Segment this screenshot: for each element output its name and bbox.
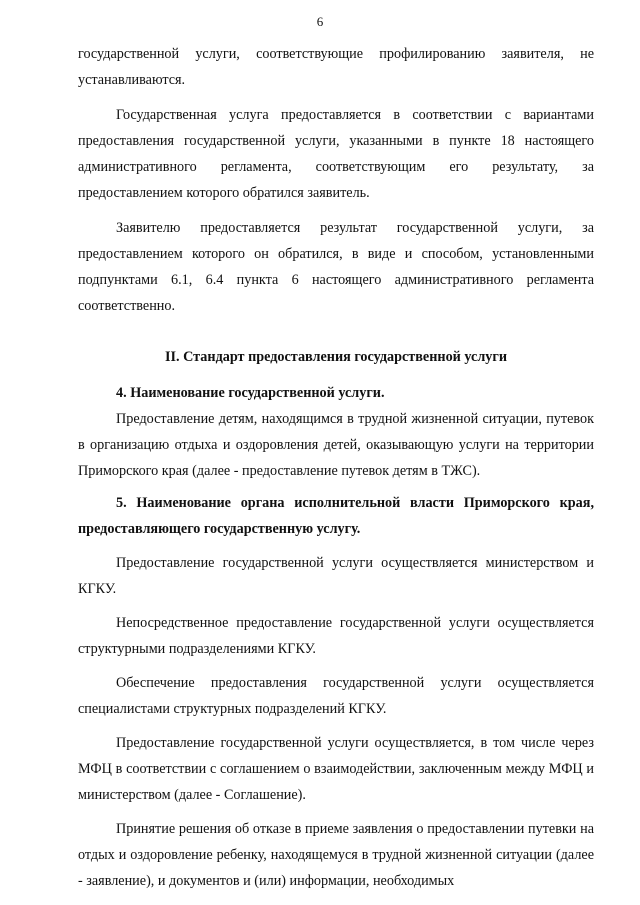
paragraph: Предоставление государственной услуги осуществляется министерством и КГКУ. [78, 555, 594, 597]
paragraph: Обеспечение предоставления государственной услуги осуществляется специалистами структурных подразделений КГКУ. [78, 675, 594, 717]
section-heading: II. Стандарт предоставления государственной услуги [164, 349, 508, 365]
page-number: 6 [316, 14, 324, 29]
paragraph: Принятие решения об отказе в приеме заявления о предоставлении путевки на отдых и оздоровление ребенку, находящемуся в трудной жизненной ситуации (далее - заявление), и документов и (или) информации, необходимых [78, 821, 594, 889]
paragraph: Предоставление детям, находящимся в трудной жизненной ситуации, путевок в организацию отдыха и оздоровления детей, оказывающую услуги на территории Приморского края (далее - предоставление путевок детям в ТЖС). [78, 411, 594, 479]
paragraph: государственной услуги, соответствующие профилированию заявителя, не устанавливаются. [78, 46, 594, 88]
paragraph: Государственная услуга предоставляется в соответствии с вариантами предоставления государственной услуги, указанными в пункте 18 настоящего административного регламента, соответствующим его результату, за предоставлением которого обратился заявитель. [78, 107, 594, 201]
paragraph: Непосредственное предоставление государственной услуги осуществляется структурными подразделениями КГКУ. [78, 615, 594, 657]
paragraph: Заявителю предоставляется результат государственной услуги, за предоставлением которого он обратился, в виде и способом, установленными подпунктами 6.1, 6.4 пункта 6 настоящего административного регламента соответственно. [78, 220, 594, 314]
subsection-heading: 4. Наименование государственной услуги. [116, 385, 385, 401]
document-body [78, 41, 594, 894]
subsection-heading: 5. Наименование органа исполнительной власти Приморского края, предоставляющего государственную услугу. [78, 495, 594, 537]
paragraph: Предоставление государственной услуги осуществляется, в том числе через МФЦ в соответствии с соглашением о взаимодействии, заключенным между МФЦ и министерством (далее - Соглашение). [78, 735, 594, 803]
